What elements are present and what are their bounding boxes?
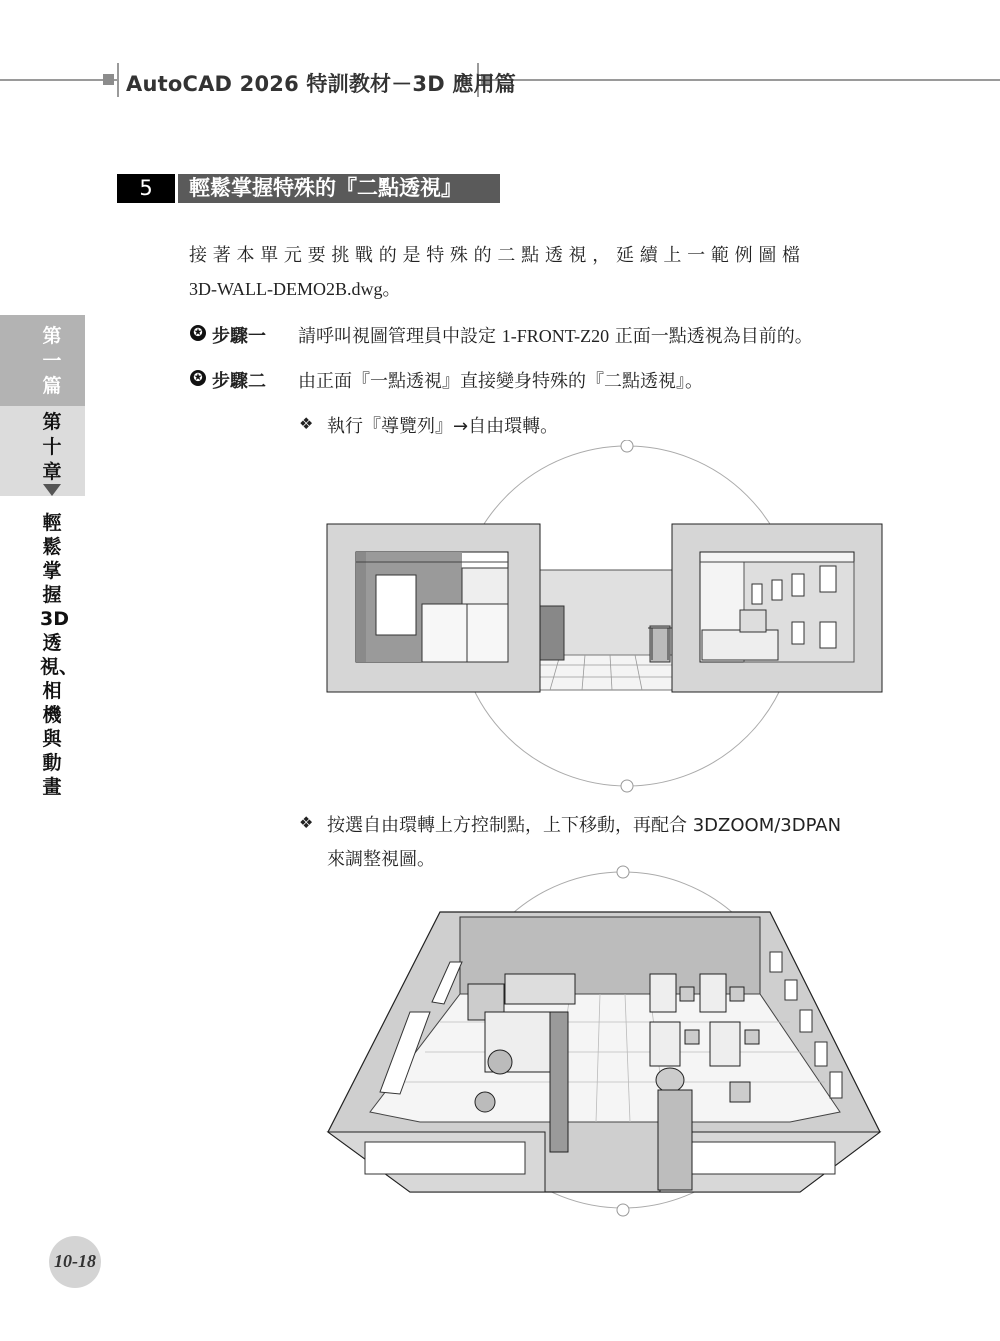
star-circle-icon: ✪ xyxy=(190,325,206,341)
figure-two-point-perspective xyxy=(320,862,890,1222)
figure-one-point-perspective xyxy=(320,440,890,795)
intro-line-2: 3D-WALL-DEMO2B.dwg。 xyxy=(189,279,401,299)
side-tab-part: 第一篇 xyxy=(42,325,62,397)
intro-line-1: 接 著 本 單 元 要 挑 戰 的 是 特 殊 的 二 點 透 視 ， 延 續 上 一 範 例 圖 檔 xyxy=(189,245,801,266)
triangle-down-icon xyxy=(43,484,61,496)
step-1-text-a: 請呼叫視圖管理員中設定 xyxy=(298,326,502,347)
section-number: 5 xyxy=(117,174,175,203)
step-2-text: 由正面『一點透視』直接變身特殊的『二點透視』。 xyxy=(298,371,703,392)
step-2-label: 步驟二 xyxy=(212,371,266,392)
orbit-grip-top xyxy=(621,440,633,452)
step-1-label: 步驟一 xyxy=(212,326,266,347)
diamond-bullet-icon: ❖ xyxy=(299,414,314,433)
bullet-2-line-2: 來調整視圖。 xyxy=(327,849,435,870)
star-circle-icon: ✪ xyxy=(190,370,206,386)
header-square-left-icon xyxy=(103,74,114,85)
step-1-text-b: 正面一點透視為目前的。 xyxy=(609,326,813,347)
step-1-text xyxy=(298,322,813,348)
header-title: AutoCAD 2026 特訓教材－3D 應用篇 xyxy=(126,72,516,96)
orbit-grip-top xyxy=(617,866,629,878)
side-tab-chapter: 第十章 xyxy=(42,411,62,483)
step-1-view-name: 1-FRONT-Z20 xyxy=(501,326,610,346)
bullet-2-line-1: 按選自由環轉上方控制點，上下移動，再配合 3DZOOM/3DPAN xyxy=(327,815,842,836)
side-tab-chapter-title: 輕鬆掌握 3D 透視、相機與動畫 xyxy=(40,512,79,798)
orbit-grip-bottom xyxy=(617,1204,629,1216)
page-number: 10-18 xyxy=(54,1251,96,1271)
section-title: 輕鬆掌握特殊的『二點透視』 xyxy=(189,176,462,200)
diamond-bullet-icon: ❖ xyxy=(299,813,314,832)
bullet-1-text: 執行『導覽列』→自由環轉。 xyxy=(327,416,559,437)
orbit-grip-bottom xyxy=(621,780,633,792)
